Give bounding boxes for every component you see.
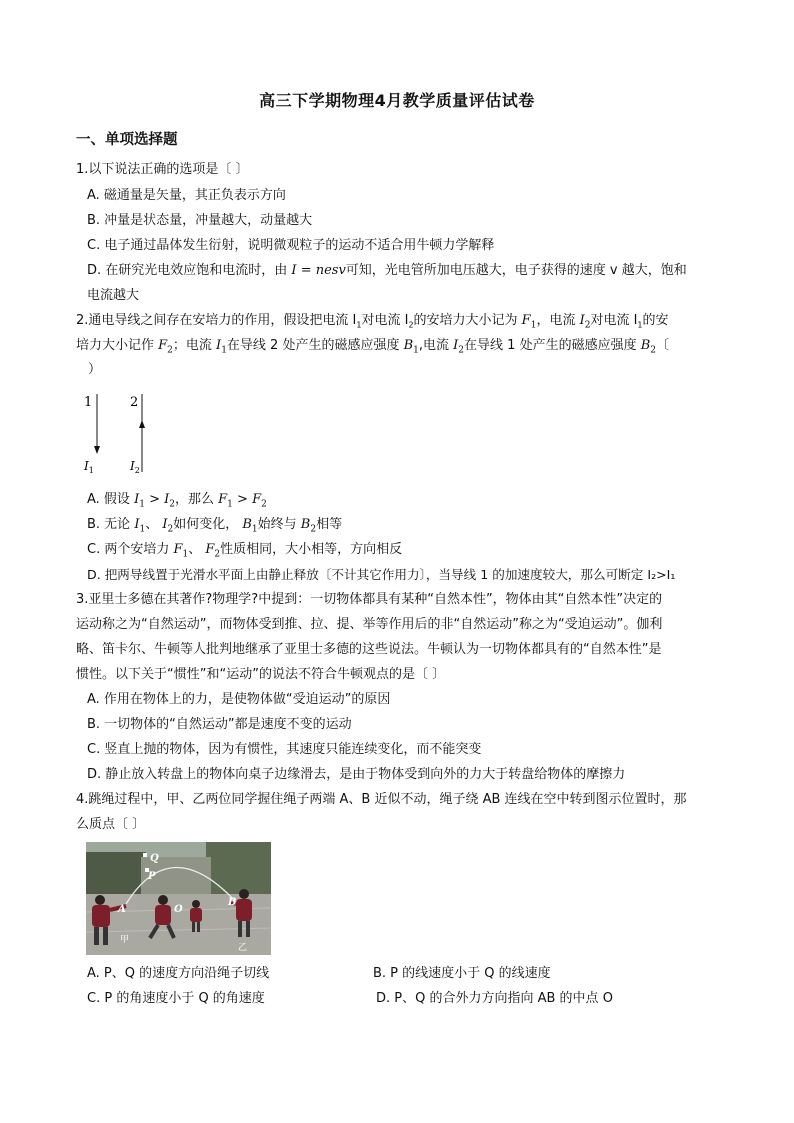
q4-option-c: C. P 的角速度小于 Q 的角速度 [87, 991, 265, 1006]
q2-t6: 的安 [642, 313, 669, 328]
q4-option-a: A. P、Q 的速度方向沿绳子切线 [87, 966, 270, 981]
q1-d-formula: I = nesv [291, 263, 346, 278]
q2-t1: 2.通电导线之间存在安培力的作用，假设把电流 I [76, 313, 357, 328]
math-a-f1: $F_1$ [218, 492, 233, 510]
q2-a-t2: ，那么 [174, 492, 219, 507]
q2-b-t5: 相等 [316, 517, 343, 532]
gt-sign: > [144, 492, 165, 507]
wire-diagram [78, 390, 158, 476]
q2-stem-line3: ） [88, 362, 102, 377]
q4-stem-line1: 4.跳绳过程中，甲、乙两位同学握住绳子两端 A、B 近似不动，绳子绕 AB 连线在空中转到图示位置时，那 [76, 792, 687, 807]
label-b: B [228, 897, 237, 908]
math-c-f2: $F_2$ [205, 542, 221, 560]
label-p: P [148, 871, 156, 882]
wire1-label: 1 [84, 395, 93, 410]
q2-option-b [87, 517, 342, 538]
q2-c-t2: 、 [188, 542, 206, 557]
q1-d-text-2: 可知，光电管所加电压越大，电子获得的速度 v 越大，饱和 [345, 263, 687, 278]
label-q: Q [150, 853, 159, 864]
q3-option-b: B. 一切物体的“自然运动”都是速度不变的运动 [87, 717, 352, 732]
q1-option-c: C. 电子通过晶体发生衍射，说明微观粒子的运动不适合用牛顿力学解释 [87, 238, 495, 253]
q2-t9: 在导线 2 处产生的磁感应强度 [226, 338, 404, 353]
wire2-arrow-up-icon [139, 420, 145, 428]
q2-c-t3: 性质相同，大小相等，方向相反 [220, 542, 403, 557]
jump-rope-scene [86, 842, 271, 955]
q2-t7: 培力大小记作 [76, 338, 159, 353]
math-a-f2: $F_2$ [252, 492, 267, 510]
q4-stem-line2: 么质点〔 〕 [76, 817, 146, 832]
math-i2b: $I_2$ [453, 338, 465, 356]
q2-t4: ，电流 [536, 313, 580, 328]
section-heading: 一、单项选择题 [76, 132, 178, 148]
jump-rope-photo [86, 842, 271, 955]
q3-stem-line4: 惯性。以下关于“惯性”和“运动”的说法不符合牛顿观点的是〔 〕 [76, 667, 446, 682]
q2-t11: 在导线 1 处产生的磁感应强度 [464, 338, 641, 353]
q2-a-t1: A. 假设 [87, 492, 135, 507]
q2-t5: 对电流 I [590, 313, 638, 328]
exam-title: 高三下学期物理4月教学质量评估试卷 [259, 91, 535, 110]
math-i2: $I_2$ [579, 313, 591, 331]
q2-t12: 〔 [656, 338, 670, 353]
math-b1: $B_1$ [403, 338, 419, 356]
q2-t2: 对电流 I [361, 313, 409, 328]
q4-option-d: D. P、Q 的合外力方向指向 AB 的中点 O [376, 991, 613, 1006]
math-f1: $F_1$ [521, 313, 537, 331]
q2-t3: 的安培力大小记为 [413, 313, 522, 328]
q2-stem-line2 [76, 338, 669, 359]
label-a: A [118, 904, 126, 915]
math-a-i2: $I_2$ [164, 492, 175, 510]
math-b-b1: $B_1$ [242, 517, 258, 535]
q3-stem-line1: 3.亚里士多德在其著作?物理学?中提到：一切物体都具有某种“自然本性”，物体由其“自然本性”决定的 [76, 592, 663, 607]
q2-t8: ；电流 [172, 338, 217, 353]
wire2-label: 2 [130, 395, 139, 410]
wire1-arrow-down-icon [94, 446, 100, 454]
q3-option-d: D. 静止放入转盘上的物体向桌子边缘滑去，是由于物体受到向外的力大于转盘给物体的摩擦力 [87, 767, 626, 782]
q2-option-a [87, 492, 267, 513]
q2-b-t4: 始终与 [257, 517, 301, 532]
q2-b-t1: B. 无论 [87, 517, 135, 532]
q2-stem-line1: 2.通电导线之间存在安培力的作用，假设把电流 $I_1$对电流 $I_2$的安培力大小记为 $F_1$，电流 $I_2$对电流 $I_1$的安 [76, 313, 669, 331]
q1-option-a: A. 磁通量是矢量，其正负表示方向 [87, 188, 286, 203]
q2-option-c [87, 542, 402, 563]
q2-b-t3: 如何变化， [173, 517, 243, 532]
q1-d-text-1: D. 在研究光电效应饱和电流时，由 [87, 263, 292, 278]
math-b-b2: $B_2$ [300, 517, 317, 535]
label-jia: 甲 [120, 935, 130, 945]
q1-option-d [87, 263, 687, 279]
q2-t10: ,电流 [418, 338, 454, 353]
math-i1: $I_1$ [216, 338, 227, 356]
q3-option-a: A. 作用在物体上的力，是使物体做“受迫运动”的原因 [87, 692, 391, 707]
math-c-f1: $F_1$ [173, 542, 189, 560]
q1-option-d-cont: 电流越大 [87, 288, 140, 303]
math-b-i2: $I_2$ [162, 517, 174, 535]
math-a-i1: $I_1$ [134, 492, 145, 510]
gt-sign-2: > [232, 492, 253, 507]
math-f2: $F_2$ [158, 338, 173, 356]
q2-option-d: D. 把两导线置于光滑水平面上由静止释放〔不计其它作用力〕，当导线 1 的加速度较大，那么可断定 I₂>I₁ [87, 567, 676, 582]
q3-option-c: C. 竖直上抛的物体，因为有惯性，其速度只能连续变化，而不能突变 [87, 742, 482, 757]
math-b-i1: $I_1$ [134, 517, 146, 535]
label-yi: 乙 [238, 943, 248, 953]
q3-stem-line3: 略、笛卡尔、牛顿等人批判地继承了亚里士多德的这些说法。牛顿认为一切物体都具有的“自然本性”是 [76, 642, 662, 657]
q1-stem: 1.以下说法正确的选项是〔 〕 [76, 162, 249, 177]
wire2-current-label: $I_2$ [130, 459, 140, 475]
q2-c-t1: C. 两个安培力 [87, 542, 174, 557]
q4-option-b: B. P 的线速度小于 Q 的线速度 [373, 966, 551, 981]
label-o: O [174, 904, 183, 915]
q2-b-t2: 、 [145, 517, 163, 532]
math-b2: $B_2$ [640, 338, 656, 356]
q1-option-b: B. 冲量是状态量，冲量越大，动量越大 [87, 213, 313, 228]
wire1-current-label: $I_1$ [84, 459, 94, 475]
q3-stem-line2: 运动称之为“自然运动”，而物体受到推、拉、提、举等作用后的非“自然运动”称之为“受迫运动”。伽利 [76, 617, 663, 632]
